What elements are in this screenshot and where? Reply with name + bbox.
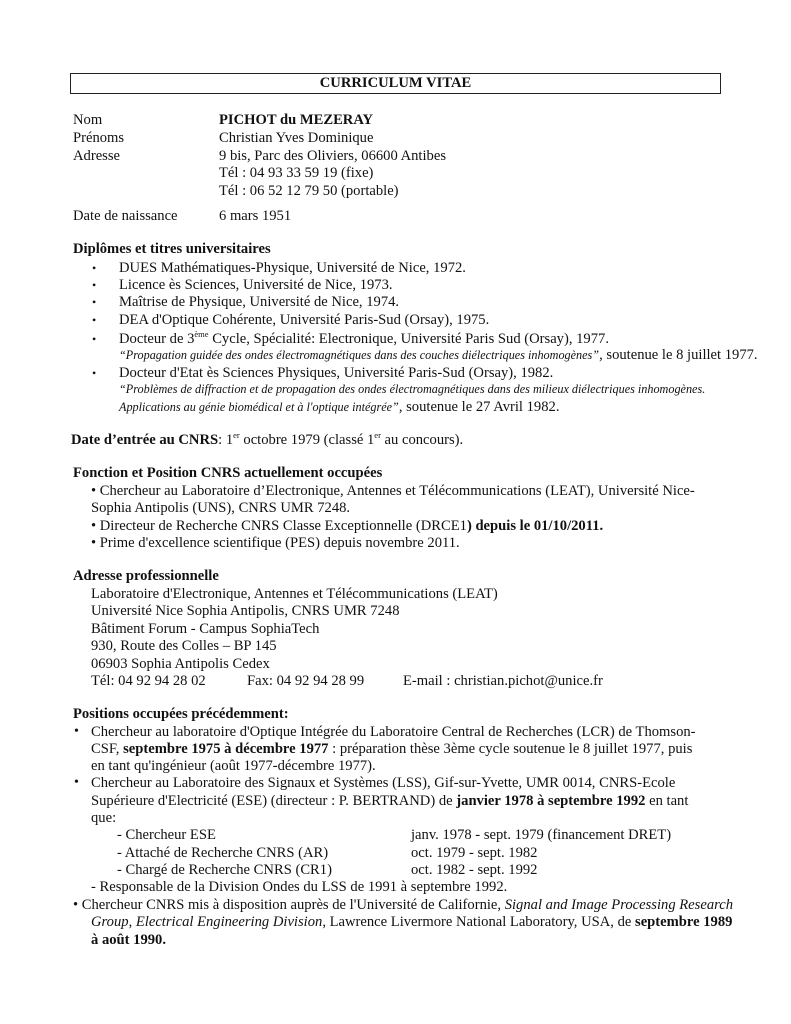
role-date: oct. 1979 - sept. 1982 xyxy=(411,845,538,861)
diplome-item: DEA d'Optique Cohérente, Université Paris-Sud (Orsay), 1975. xyxy=(119,312,490,328)
fonction-item: • Prime d'excellence scientifique (PES) depuis novembre 2011. xyxy=(91,535,460,551)
cv-title: CURRICULUM VITAE xyxy=(70,73,721,94)
bullet-icon: • xyxy=(92,313,97,327)
adresse-pro-line: 930, Route des Colles – BP 145 xyxy=(91,638,277,654)
position-line: Chercheur au Laboratoire des Signaux et Systèmes (LSS), Gif-sur-Yvette, UMR 0014, CNRS-Ecole xyxy=(91,775,676,791)
bullet-icon: • xyxy=(74,775,79,790)
adresse-pro-line: Bâtiment Forum - Campus SophiaTech xyxy=(91,621,320,637)
date-entree-cnrs: Date d’entrée au CNRS: 1er octobre 1979 (classé 1er au concours). xyxy=(71,430,464,448)
role-attache: - Attaché de Recherche CNRS (AR) xyxy=(117,845,329,861)
position-line: que: xyxy=(91,810,117,826)
fonction-item: • Chercheur au Laboratoire d’Electronique, Antennes et Télécommunications (LEAT), Université Nice- xyxy=(91,483,695,499)
diplome-item: Maîtrise de Physique, Université de Nice, 1974. xyxy=(119,294,400,310)
fonction-item: • Directeur de Recherche CNRS Classe Exceptionnelle (DRCE1) depuis le 01/10/2011. xyxy=(91,518,604,534)
position-line: Supérieure d'Electricité (ESE) (directeur : P. BERTRAND) de janvier 1978 à septembre 1992 en tant xyxy=(91,793,689,809)
role-date: janv. 1978 - sept. 1979 (financement DRET) xyxy=(411,827,672,843)
adresse-pro-fax: Fax: 04 92 94 28 99 xyxy=(247,673,365,689)
prenoms-value: Christian Yves Dominique xyxy=(219,130,374,146)
position-line: Group, Electrical Engineering Division, Lawrence Livermore National Laboratory, USA, de septembre 1989 xyxy=(91,914,733,930)
role-chercheur-ese: - Chercheur ESE xyxy=(117,827,216,843)
position-line: Chercheur au laboratoire d'Optique Intégrée du Laboratoire Central de Recherches (LCR) de Thomson- xyxy=(91,724,696,740)
prenoms-label: Prénoms xyxy=(73,130,125,146)
role-date: oct. 1982 - sept. 1992 xyxy=(411,862,538,878)
position-line: • Chercheur CNRS mis à disposition auprès de l'Université de Californie, Signal and Image Processing Research xyxy=(73,897,734,913)
nom-value: PICHOT du MEZERAY xyxy=(219,112,374,128)
diplome-item: Licence ès Sciences, Université de Nice, 1973. xyxy=(119,277,393,293)
bullet-icon: • xyxy=(92,278,97,292)
position-line: à août 1990. xyxy=(91,932,166,948)
diplome-item: Docteur de 3ème Cycle, Spécialité: Electronique, Université Paris Sud (Orsay), 1977. xyxy=(119,329,609,347)
bullet-icon: • xyxy=(92,261,97,275)
adresse-label: Adresse xyxy=(73,148,121,164)
position-line: en tant qu'ingénieur (août 1977-décembre 1977). xyxy=(91,758,376,774)
adresse-pro-line: Université Nice Sophia Antipolis, CNRS UMR 7248 xyxy=(91,603,400,619)
diplome-item: Docteur d'Etat ès Sciences Physiques, Université Paris-Sud (Orsay), 1982. xyxy=(119,365,554,381)
adresse-pro-line: 06903 Sophia Antipolis Cedex xyxy=(91,656,270,672)
naissance-label: Date de naissance xyxy=(73,208,178,224)
tel-fixe: Tél : 04 93 33 59 19 (fixe) xyxy=(219,165,374,181)
adresse-value: 9 bis, Parc des Oliviers, 06600 Antibes xyxy=(219,148,446,164)
naissance-value: 6 mars 1951 xyxy=(219,208,292,224)
diplomes-heading: Diplômes et titres universitaires xyxy=(73,241,271,257)
fonction-item-cont: Sophia Antipolis (UNS), CNRS UMR 7248. xyxy=(91,500,351,516)
thesis-etat-line2: Applications au génie biomédical et à l'optique intégrée”, soutenue le 27 Avril 1982. xyxy=(119,399,560,415)
diplome-item: DUES Mathématiques-Physique, Université de Nice, 1972. xyxy=(119,260,466,276)
bullet-icon: • xyxy=(92,366,97,380)
bullet-icon: • xyxy=(74,724,79,739)
adresse-pro-email: E-mail : christian.pichot@unice.fr xyxy=(403,673,603,689)
role-charge: - Chargé de Recherche CNRS (CR1) xyxy=(117,862,332,878)
adresse-pro-line: Laboratoire d'Electronique, Antennes et Télécommunications (LEAT) xyxy=(91,586,498,602)
bullet-icon: • xyxy=(92,295,97,309)
tel-portable: Tél : 06 52 12 79 50 (portable) xyxy=(219,183,399,199)
thesis-3eme-cycle: “Propagation guidée des ondes électromagnétiques dans des couches diélectriques inhomogènes”, soutenue le 8 juillet 1977. xyxy=(119,347,758,363)
nom-label: Nom xyxy=(73,112,103,128)
positions-heading: Positions occupées précédemment: xyxy=(73,706,289,722)
bullet-icon: • xyxy=(92,332,97,346)
position-line: CSF, septembre 1975 à décembre 1977 : préparation thèse 3ème cycle soutenue le 8 juillet 1977, puis xyxy=(91,741,693,757)
responsable-line: - Responsable de la Division Ondes du LSS de 1991 à septembre 1992. xyxy=(91,879,508,895)
adresse-pro-tel: Tél: 04 92 94 28 02 xyxy=(91,673,206,689)
thesis-etat-line1: “Problèmes de diffraction et de propagation des ondes électromagnétiques dans des milieux diélectriques inhomogènes. xyxy=(119,382,706,396)
adresse-pro-heading: Adresse professionnelle xyxy=(73,568,219,584)
fonction-heading: Fonction et Position CNRS actuellement occupées xyxy=(73,465,383,481)
